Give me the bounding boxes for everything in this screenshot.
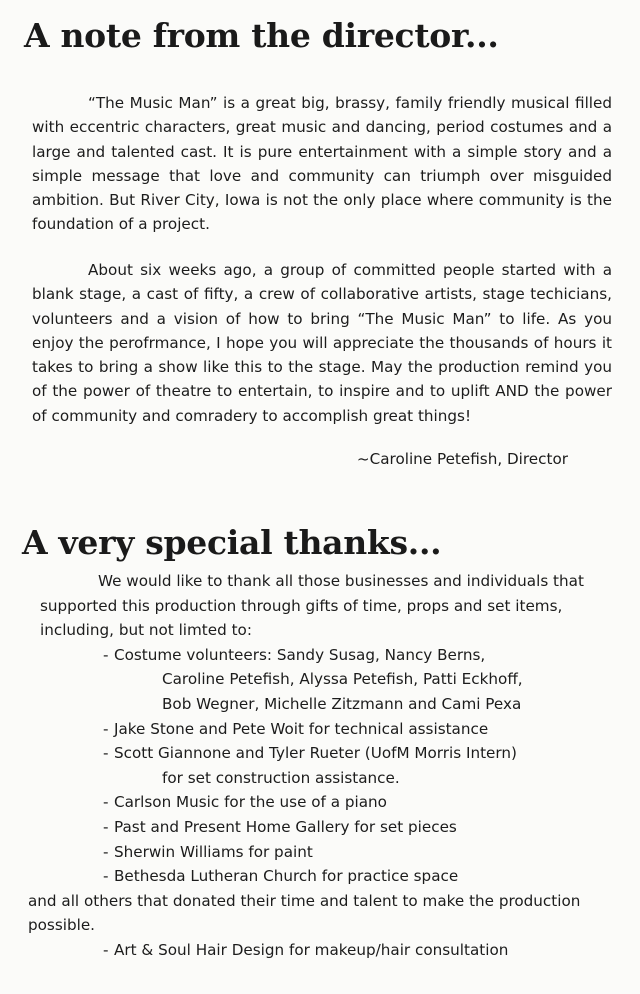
list-item-text: Carlson Music for the use of a piano <box>114 793 387 812</box>
list-item-text: Bethesda Lutheran Church for practice space <box>114 867 459 886</box>
dash-bullet: - <box>103 817 109 836</box>
list-item <box>40 717 620 742</box>
list-item <box>40 643 620 717</box>
director-signature: ~Caroline Petefish, Director <box>356 450 568 468</box>
dash-bullet: - <box>103 940 109 959</box>
thanks-intro-text: We would like to thank all those businesses and individuals that supported this production through gifts of time, props and set items, including, but not limted to: <box>40 572 584 640</box>
special-thanks-heading: A very special thanks... <box>22 523 442 562</box>
thanks-list <box>40 643 620 889</box>
list-item <box>40 938 620 963</box>
list-item <box>40 741 620 790</box>
list-item-text: Past and Present Home Gallery for set pieces <box>114 817 457 836</box>
list-item <box>40 840 620 865</box>
paragraph-2-text: About six weeks ago, a group of committed people started with a blank stage, a cast of fifty, a crew of collaborative artists, stage techicians, volunteers and a vision of how to bring “The Music Man” to life. As you enjoy the perofrmance, I hope you will appreciate the thousands of hours it takes to bring a show like this to the stage. May the production remind you of the power of theatre to entertain, to inspire and to uplift AND the power of community and comradery to accomplish great things! <box>32 261 612 425</box>
list-item-text: Scott Giannone and Tyler Rueter (UofM Morris Intern) <box>114 744 517 763</box>
list-item-text: Sherwin Williams for paint <box>114 842 313 861</box>
thanks-intro <box>40 569 620 643</box>
list-item-continuation: Bob Wegner, Michelle Zitzmann and Cami Pexa <box>162 694 522 713</box>
paragraph-1-text: “The Music Man” is a great big, brassy, family friendly musical filled with eccentric characters, great music and dancing, period costumes and a large and talented cast. It is pure entertainment with a simple story and a simple message that love and community can triumph over misguided ambition. But River City, Iowa is not the only place where community is the foundation of a project. <box>32 94 612 234</box>
list-item <box>40 815 620 840</box>
director-note-paragraph-1 <box>32 91 612 237</box>
dash-bullet: - <box>103 645 109 664</box>
director-note-heading: A note from the director... <box>24 16 499 55</box>
list-item-continuation: for set construction assistance. <box>162 768 400 787</box>
director-note-paragraph-2 <box>32 258 612 428</box>
list-item-text: Art & Soul Hair Design for makeup/hair consultation <box>114 940 509 959</box>
thanks-final-list <box>40 938 620 963</box>
thanks-closing: and all others that donated their time and talent to make the production possible. <box>28 891 581 935</box>
dash-bullet: - <box>103 793 109 812</box>
list-item-text: Jake Stone and Pete Woit for technical assistance <box>114 719 489 738</box>
dash-bullet: - <box>103 719 109 738</box>
list-item-text: Costume volunteers: Sandy Susag, Nancy Berns, <box>114 645 486 664</box>
special-thanks-section <box>28 569 620 963</box>
list-item-continuation: Caroline Petefish, Alyssa Petefish, Patti Eckhoff, <box>162 670 523 689</box>
dash-bullet: - <box>103 744 109 763</box>
dash-bullet: - <box>103 842 109 861</box>
dash-bullet: - <box>103 867 109 886</box>
list-item <box>40 864 620 889</box>
list-item <box>40 790 620 815</box>
